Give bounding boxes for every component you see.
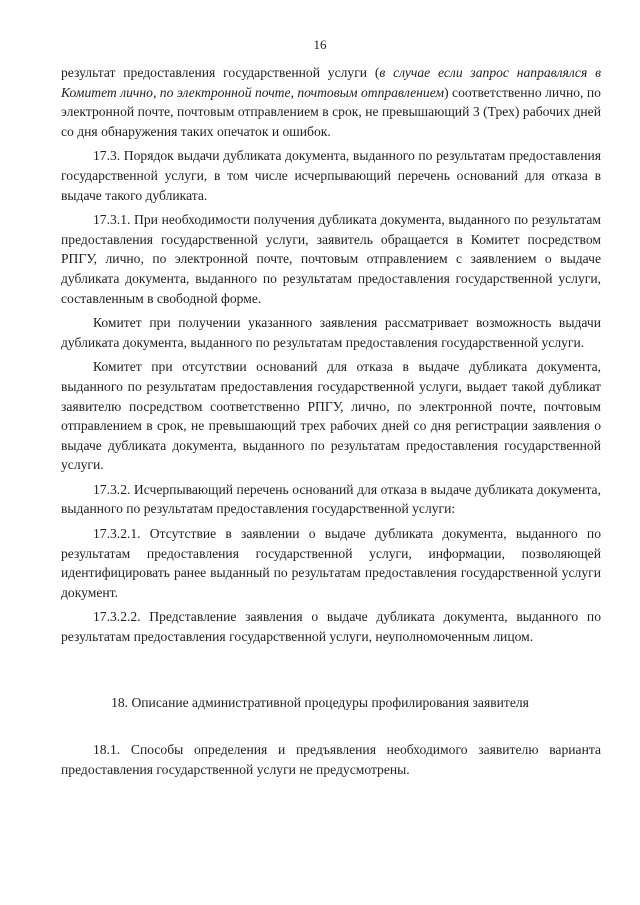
section-18-1: 18.1. Способы определения и предъявления необходимого заявителю варианта предоставления государственной услуги не предусмотрены. [61, 742, 601, 777]
paragraph-continuation [61, 63, 601, 141]
paragraph-committee-issue: Комитет при отсутствии оснований для отказа в выдаче дубликата документа, выданного по результатам предоставления государственной услуги, выдает такой дубликат заявителю посредством соответственно РПГУ, лично, по электронной почте, почтовым отправлением в срок, не превышающий трех рабочих дней со дня регистрации заявления о выдаче дубликата документа, выданного по результатам предоставления государственной услуги. [61, 359, 601, 473]
section-17-3-2-2: 17.3.2.2. Представление заявления о выдаче дубликата документа, выданного по результатам предоставления государственной услуги, неуполномоченным лицом. [61, 609, 601, 645]
section-17-3-2-1: 17.3.2.1. Отсутствие в заявлении о выдаче дубликата документа, выданного по результатам предоставления государственной услуги, информации, позволяющей идентифицировать ранее выданный по результатам предоставления государственной услуги документ. [61, 526, 601, 600]
paragraph-text: ) соответственно лично, по электронной почте, почтовым отправлением в срок, не превышающий 3 (Трех) рабочих дней со дня обнаружения таких опечаток и ошибок. [61, 84, 601, 139]
section-17-3-2: 17.3.2. Исчерпывающий перечень оснований для отказа в выдаче дубликата документа, выданного по результатам предоставления государственной услуги: [61, 481, 601, 517]
italic-note: в случае если запрос направлялся в Комитет лично, по электронной почте, почтовым отправлением [61, 65, 601, 100]
section-17-3: 17.3. Порядок выдачи дубликата документа, выданного по результатам предоставления государственной услуги, в том числе исчерпывающий перечень оснований для отказа в выдаче такого дубликата. [61, 148, 601, 203]
paragraph-text: результат предоставления государственной услуги ( [61, 65, 380, 80]
document-body [61, 63, 601, 647]
section-18-body [61, 740, 601, 779]
page-number: 16 [313, 37, 327, 52]
section-17-3-1: 17.3.1. При необходимости получения дубликата документа, выданного по результатам предоставления государственной услуги, заявитель обращается в Комитет посредством РПГУ, лично, по электронной почте, почтовым отправлением с заявлением о выдаче дубликата документа, выданного по результатам предоставления государственной услуги, составленным в свободной форме. [61, 212, 601, 306]
section-heading-18: 18. Описание административной процедуры профилирования заявителя [111, 695, 529, 710]
paragraph-committee-review: Комитет при получении указанного заявления рассматривает возможность выдачи дубликата документа, выданного по результатам предоставления государственной услуги. [61, 315, 601, 350]
